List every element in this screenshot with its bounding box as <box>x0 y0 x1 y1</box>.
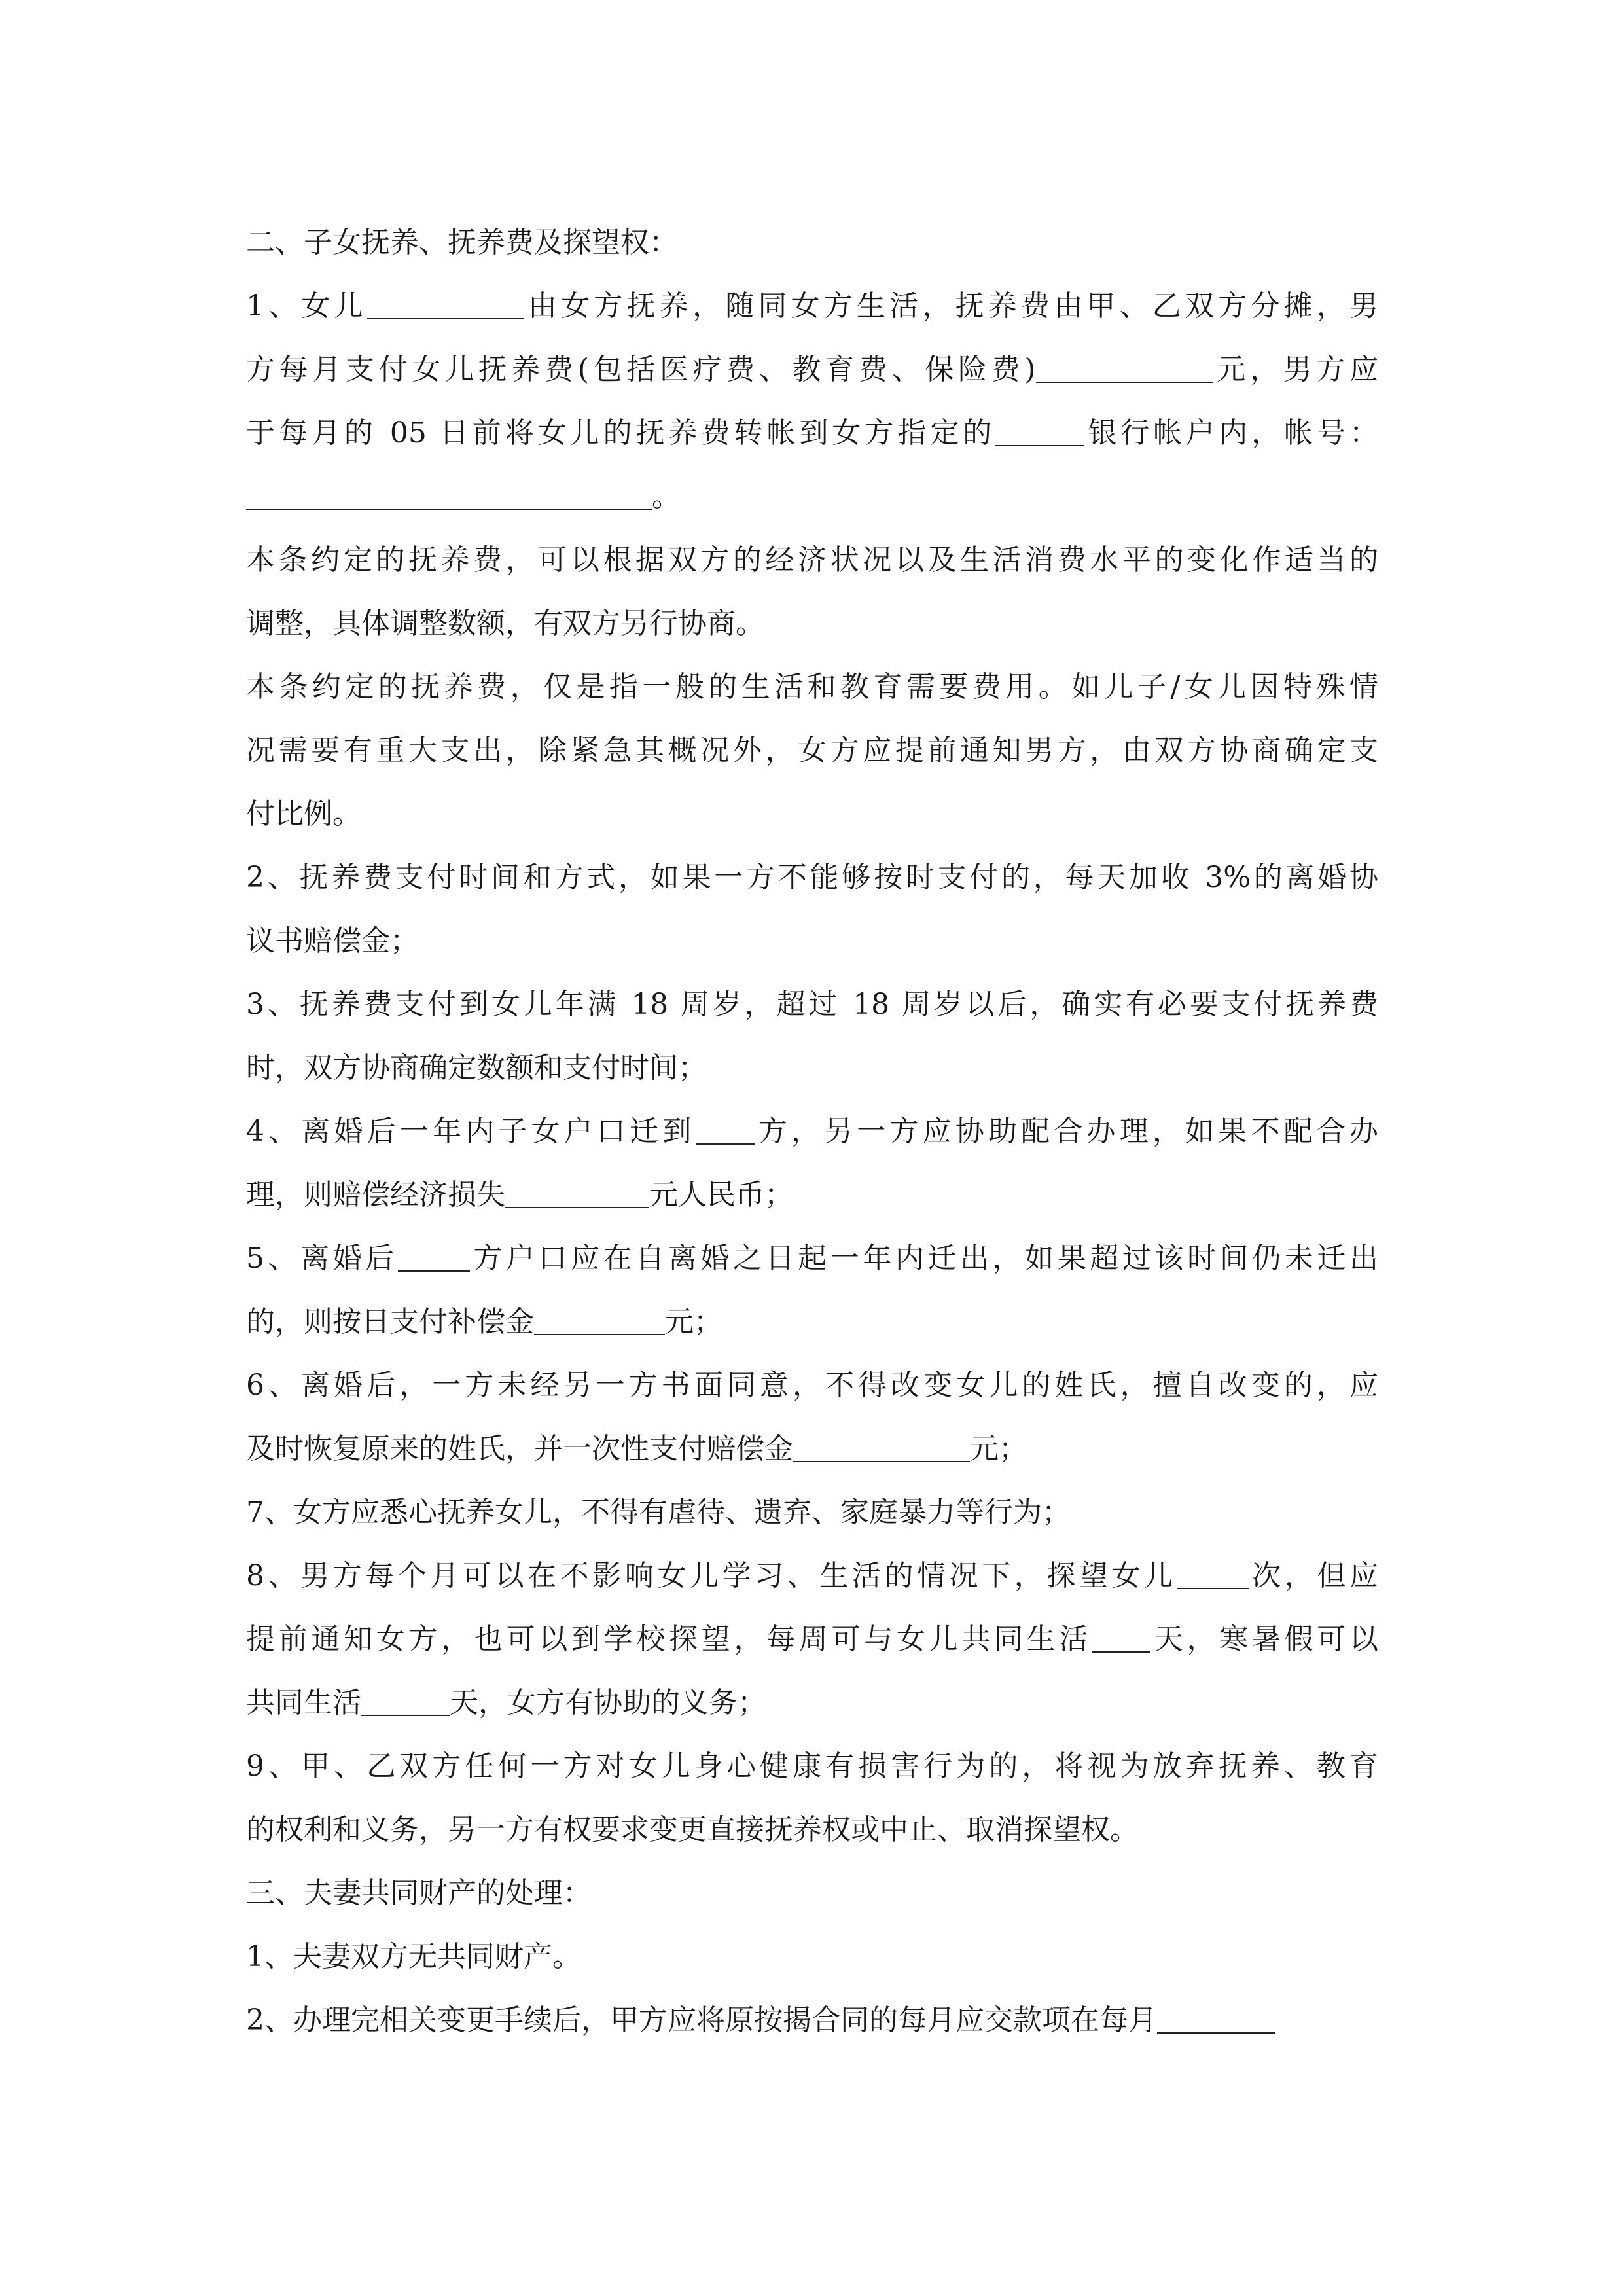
line-text: 调整，具体调整数额，有双方另行协商。 <box>246 607 764 640</box>
fill-in-blank[interactable] <box>1036 353 1213 383</box>
line-text: 的权利和义务，另一方有权要求变更直接抚养权或中止、取消探望权。 <box>246 1813 1139 1846</box>
document-line <box>246 274 1378 338</box>
line-text: 方户口应在自离婚之日起一年内迁出，如果超过该时间仍未迁出 <box>469 1242 1378 1275</box>
line-text: 4、离婚后一年内子女户口迁到 <box>246 1115 696 1148</box>
line-text: 方每月支付女儿抚养费(包括医疗费、教育费、保险费) <box>246 353 1036 386</box>
line-text: 2、抚养费支付时间和方式，如果一方不能够按时支付的，每天加收 3%的离婚协 <box>246 861 1378 894</box>
document-body <box>246 211 1378 2052</box>
line-text: 元，男方应 <box>1212 353 1378 386</box>
line-text: 方，另一方应协助配合办理，如果不配合办 <box>754 1115 1378 1148</box>
line-text: 2、办理完相关变更手续后，甲方应将原按揭合同的每月应交款项在每月 <box>246 2003 1157 2037</box>
line-text: 5、离婚后 <box>246 1242 398 1275</box>
document-line <box>246 719 1378 782</box>
line-text: 7、女方应悉心抚养女儿，不得有虐待、遗弃、家庭暴力等行为； <box>246 1496 1071 1529</box>
line-text: 1、女儿 <box>246 289 367 323</box>
line-text: 的，则按日支付补偿金 <box>246 1305 534 1338</box>
line-text: 本条约定的抚养费，仅是指一般的生活和教育需要费用。如儿子/女儿因特殊情 <box>246 670 1378 704</box>
line-text: 1、夫妻双方无共同财产。 <box>246 1940 581 1973</box>
fill-in-blank[interactable] <box>995 416 1084 446</box>
document-line <box>246 1798 1378 1861</box>
fill-in-blank[interactable] <box>696 1115 755 1145</box>
line-text: 元人民币； <box>649 1178 793 1211</box>
line-text: 议书赔偿金； <box>246 924 419 958</box>
fill-in-blank[interactable] <box>793 1432 970 1462</box>
document-line <box>246 1036 1378 1100</box>
line-text: 由女方抚养，随同女方生活，抚养费由甲、乙双方分摊，男 <box>524 289 1378 323</box>
document-line <box>246 1354 1378 1417</box>
document-line <box>246 1671 1378 1734</box>
line-text: 9、甲、乙双方任何一方对女儿身心健康有损害行为的，将视为放弃抚养、教育 <box>246 1749 1378 1783</box>
fill-in-blank[interactable] <box>534 1305 665 1335</box>
line-text: 银行帐户内，帐号： <box>1084 416 1378 450</box>
line-text: 三、夫妻共同财产的处理： <box>246 1876 592 1910</box>
line-text: 时，双方协商确定数额和支付时间； <box>246 1051 707 1085</box>
document-line <box>246 1988 1378 2052</box>
document-line <box>246 1290 1378 1354</box>
line-text: 3、抚养费支付到女儿年满 18 周岁，超过 18 周岁以后，确实有必要支付抚养费 <box>246 988 1378 1021</box>
line-text: 6、离婚后，一方未经另一方书面同意，不得改变女儿的姓氏，擅自改变的，应 <box>246 1369 1378 1402</box>
fill-in-blank[interactable] <box>246 480 652 510</box>
document-line <box>246 973 1378 1036</box>
line-text: 元； <box>970 1432 1027 1465</box>
document-line <box>246 846 1378 909</box>
fill-in-blank[interactable] <box>361 1686 450 1716</box>
document-line <box>246 1607 1378 1671</box>
document-line <box>246 1227 1378 1290</box>
document-line <box>246 1100 1378 1163</box>
document-line <box>246 1480 1378 1544</box>
line-text: 天，女方有协助的义务； <box>450 1686 766 1719</box>
document-line <box>246 1163 1378 1227</box>
document-line <box>246 401 1378 465</box>
line-text: 于每月的 05 日前将女儿的抚养费转帐到女方指定的 <box>246 416 996 450</box>
line-text: 况需要有重大支出，除紧急其概况外，女方应提前通知男方，由双方协商确定支 <box>246 734 1378 767</box>
line-text: 提前通知女方，也可以到学校探望，每周可与女儿共同生活 <box>246 1623 1092 1656</box>
line-text: 。 <box>652 480 681 513</box>
line-text: 8、男方每个月可以在不影响女儿学习、生活的情况下，探望女儿 <box>246 1559 1177 1592</box>
document-line <box>246 465 1378 528</box>
document-line <box>246 1925 1378 1988</box>
document-line <box>246 1544 1378 1607</box>
document-line <box>246 338 1378 401</box>
document-line <box>246 1417 1378 1480</box>
document-line <box>246 655 1378 719</box>
fill-in-blank[interactable] <box>1092 1623 1150 1653</box>
line-text: 付比例。 <box>246 797 361 831</box>
fill-in-blank[interactable] <box>367 289 524 319</box>
document-line <box>246 782 1378 846</box>
fill-in-blank[interactable] <box>1157 2003 1275 2034</box>
line-text: 本条约定的抚养费，可以根据双方的经济状况以及生活消费水平的变化作适当的 <box>246 543 1378 577</box>
line-text: 及时恢复原来的姓氏，并一次性支付赔偿金 <box>246 1432 793 1465</box>
line-text: 二、子女抚养、抚养费及探望权： <box>246 226 678 259</box>
line-text: 共同生活 <box>246 1686 361 1719</box>
line-text: 天，寒暑假可以 <box>1150 1623 1379 1656</box>
fill-in-blank[interactable] <box>1177 1559 1249 1589</box>
line-text: 理，则赔偿经济损失 <box>246 1178 505 1211</box>
document-line <box>246 1861 1378 1925</box>
fill-in-blank[interactable] <box>505 1178 649 1208</box>
line-text: 次，但应 <box>1248 1559 1379 1592</box>
fill-in-blank[interactable] <box>398 1242 470 1272</box>
document-line <box>246 592 1378 655</box>
document-line <box>246 909 1378 973</box>
document-line <box>246 211 1378 274</box>
document-line <box>246 1734 1378 1798</box>
document-line <box>246 528 1378 592</box>
line-text: 元； <box>665 1305 722 1338</box>
